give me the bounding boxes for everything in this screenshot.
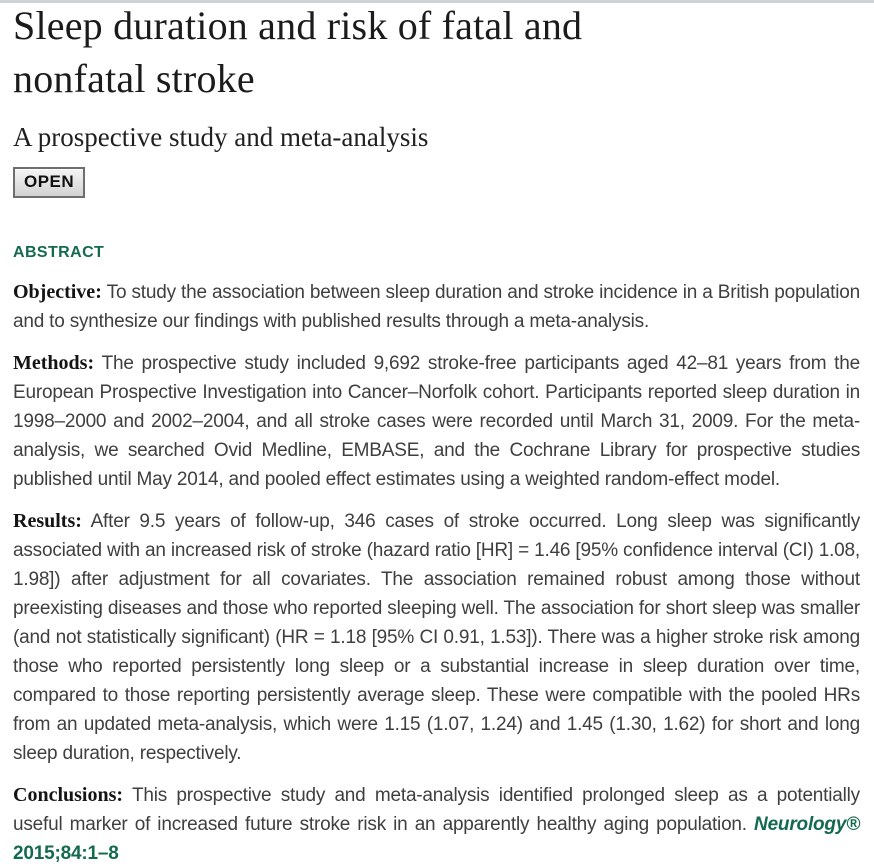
results-text: After 9.5 years of follow-up, 346 cases of stroke occurred. Long sleep was significantly associated with an increased risk of stroke (hazard ratio [HR] = 1.46 [95% confidence interval (CI) 1.08, 1.98]) after adjustment for all covariates. The association remained robust among those without preexisting diseases and those who reported sleeping well. The association for short sleep was smaller (and not statistically significant) (HR = 1.18 [95% CI 0.91, 1.53]). There was a higher stroke risk among those who reported persistently long sleep or a substantial increase in sleep duration over time, compared to those reporting persistently average sleep. These were compatible with the pooled HRs from an updated meta-analysis, which were 1.15 (1.07, 1.24) and 1.45 (1.30, 1.62) for short and long sleep duration, respectively. <box>13 511 861 764</box>
methods-label: Methods: <box>13 352 95 374</box>
article-subtitle: A prospective study and meta-analysis <box>13 122 429 152</box>
open-access-badge[interactable]: OPEN <box>13 167 85 198</box>
methods-text: The prospective study included 9,692 stroke-free participants aged 42–81 years from the European Prospective Investigation into Cancer–Norfolk cohort. Participants reported sleep duration in 1998–2000 and 2002–2004, and all stroke cases were recorded until March 31, 2009. For the meta-analysis, we searched Ovid Medline, EMBASE, and the Cochrane Library for prospective studies published until May 2014, and pooled effect estimates using a weighted random-effect model. <box>13 353 860 490</box>
citation-journal: Neurology® <box>754 814 860 835</box>
article-header <box>13 0 860 198</box>
abstract-section <box>13 244 860 868</box>
abstract-methods-paragraph <box>13 349 860 494</box>
article-title: Sleep duration and risk of fatal and nonfatal stroke <box>13 3 583 101</box>
conclusions-text: This prospective study and meta-analysis identified prolonged sleep as a potentially useful marker of increased future stroke risk in an apparently healthy aging population. <box>13 785 860 835</box>
abstract-objective-paragraph <box>13 278 860 336</box>
abstract-conclusions-paragraph <box>13 781 860 868</box>
objective-text: To study the association between sleep duration and stroke incidence in a British population and to synthesize our findings with published results through a meta-analysis. <box>13 282 860 332</box>
abstract-heading: ABSTRACT <box>13 244 105 261</box>
objective-label: Objective: <box>13 281 102 303</box>
citation-reference: 2015;84:1–8 <box>13 843 119 864</box>
abstract-results-paragraph <box>13 507 860 768</box>
results-label: Results: <box>13 510 82 532</box>
conclusions-label: Conclusions: <box>13 784 124 806</box>
